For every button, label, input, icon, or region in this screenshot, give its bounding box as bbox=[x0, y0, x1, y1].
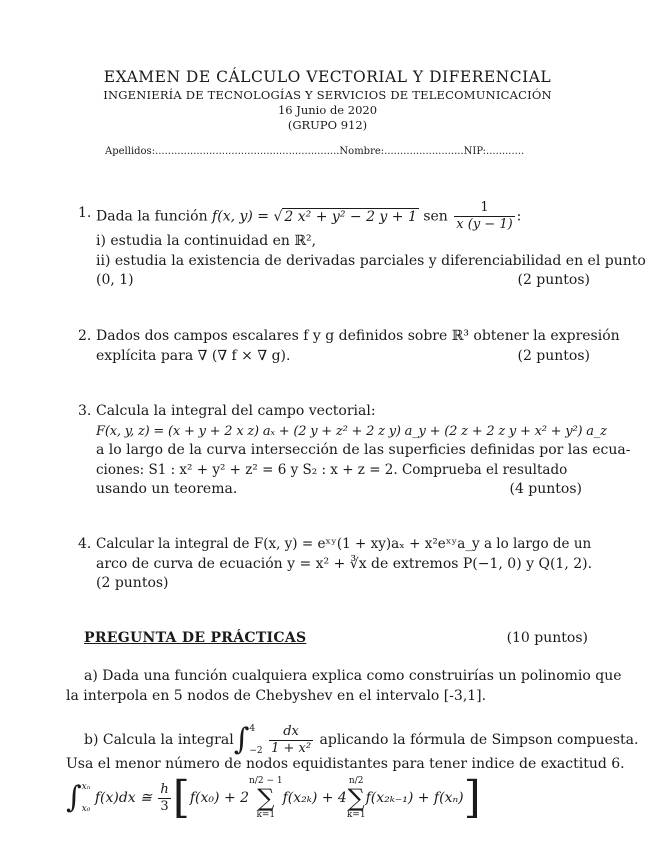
student-fields: Apellidos:..........................................................Nombre:.........................NIP:............ bbox=[105, 146, 525, 157]
practice-part-b: b) Calcula la integral∫ 4 −2 $\frac{dx}{\text{1 + x²}}$ aplicando la fórmula de Simpson compuesta. Usa el menor número de nodos equidistantes para tener indice de exactitud 6. bbox=[66, 722, 639, 772]
problem-1 bbox=[78, 200, 646, 291]
exam-title: EXAMEN DE CÁLCULO VECTORIAL Y DIFERENCIAL bbox=[103, 68, 552, 86]
exam-date: 16 Junio de 2020 bbox=[277, 103, 378, 117]
summation-1: n/2 − 1 ∑ k=1 bbox=[249, 776, 283, 820]
exam-subtitle: INGENIERÍA DE TECNOLOGÍAS Y SERVICIOS DE TELECOMUNICACIÓN bbox=[103, 88, 552, 102]
problem-3-points: (4 puntos) bbox=[509, 481, 582, 497]
practice-part-a: a) Dada una función cualquiera explica como construirías un polinomio que la interpola en 5 nodos de Chebyshev en el intervalo [-3,1]. bbox=[66, 668, 622, 704]
practice-title: PREGUNTA DE PRÁCTICAS bbox=[84, 630, 307, 646]
problem-3-field: F(x, y, z) = (x + y + 2 x z) aₓ + (2 y + z² + 2 z y) a_y + (2 z + 2 z y + x² + y²) a_z bbox=[96, 423, 607, 439]
problem-1-points: (2 puntos) bbox=[517, 272, 590, 288]
problem-2-line-1: Dados dos campos escalares f y g definidos sobre ℝ³ obtener la expresión bbox=[96, 328, 620, 344]
problem-number: 2. bbox=[78, 328, 92, 344]
problem-number: 1. bbox=[78, 205, 92, 221]
problem-4-line-2: arco de curva de ecuación y = x² + ∛x de extremos P(−1, 0) y Q(1, 2). bbox=[96, 555, 593, 572]
practice-points: (10 puntos) bbox=[506, 630, 588, 646]
problem-4-line-1: Calcular la integral de F(x, y) = eˣʸ(1 + xy)aₓ + x²eˣʸa_y a lo largo de un bbox=[96, 536, 592, 552]
problem-number: 4. bbox=[78, 536, 92, 552]
problem-1-last-row: (0, 1) (2 puntos) bbox=[96, 271, 590, 291]
problem-3-line-4: ciones: S1 : x² + y² + z² = 6 y S₂ : x + z = 2. Comprueba el resultado bbox=[96, 461, 568, 478]
problem-3-line-1: Calcula la integral del campo vectorial: bbox=[96, 403, 376, 419]
problem-1-statement: Dada la función f(x, y) = √ 2 x² + y² − 2 y + 1 sen $\frac{1}{x (y - 1)}$ : bbox=[96, 200, 522, 232]
problem-2-line-2: explícita para ∇ (∇ f × ∇ g). bbox=[96, 347, 291, 364]
problem-3-line-3: a lo largo de la curva intersección de las superficies definidas por las ecua- bbox=[96, 442, 631, 458]
problem-2 bbox=[78, 327, 620, 366]
integrand-fraction: $\frac{dx}{\text{1 + x²}}$ bbox=[271, 723, 312, 756]
problem-4 bbox=[78, 535, 593, 594]
problem-1-item-ii: ii) estudia la existencia de derivadas parciales y diferenciabilidad en el punto bbox=[96, 252, 646, 269]
fraction: $\frac{1}{x (y - 1)}$ bbox=[456, 200, 513, 232]
problem-3-line-5: usando un teorema. bbox=[96, 481, 238, 497]
integral-sign: ∫ bbox=[233, 722, 250, 757]
exam-group: (GRUPO 912) bbox=[287, 118, 368, 132]
integral-sign: ∫ bbox=[66, 780, 82, 815]
problem-2-points: (2 puntos) bbox=[517, 347, 590, 364]
practice-section-header bbox=[84, 630, 588, 646]
problem-4-points: (2 puntos) bbox=[96, 575, 169, 591]
simpson-formula: ∫ xₙ x₀ f(x)dx ≅ $\frac{h}{3}$ [f(x₀) + 2n/2 − 1 ∑ k=1f(x₂ₖ) + 4n/2 ∑ k=1f(x₂ₖ₋₁) + f(xₙ)] bbox=[66, 772, 481, 823]
problem-3 bbox=[78, 402, 631, 500]
problem-1-item-i: i) estudia la continuidad en ℝ², bbox=[96, 233, 317, 249]
square-root: √ 2 x² + y² − 2 y + 1 bbox=[273, 208, 417, 225]
summation-2: n/2 ∑ k=1 bbox=[346, 776, 366, 820]
problem-number: 3. bbox=[78, 403, 92, 419]
